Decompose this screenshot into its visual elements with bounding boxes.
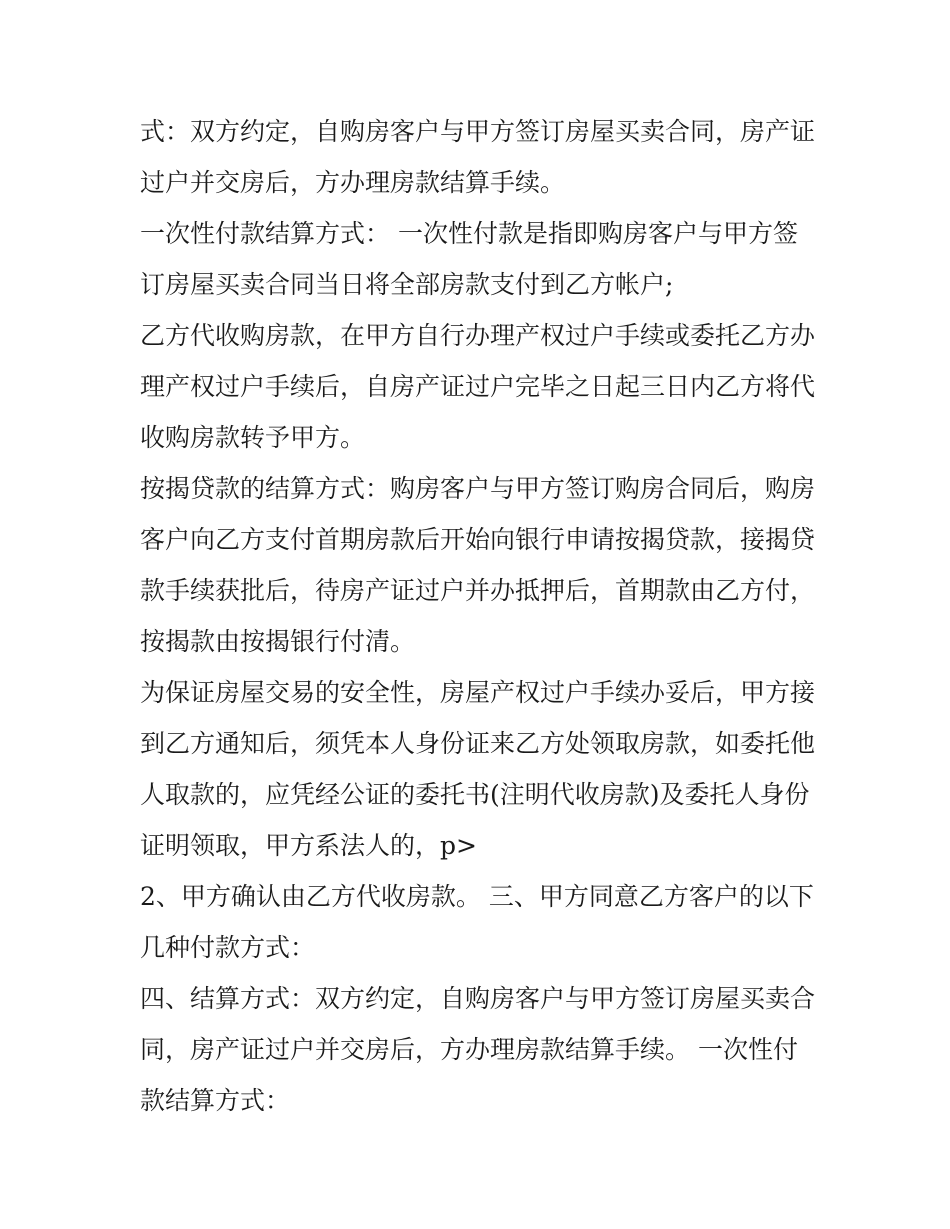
text-line: 款手续获批后，待房产证过户并办抵押后，首期款由乙方付， — [140, 576, 816, 605]
text-line: 订房屋买卖合同当日将全部房款支付到乙方帐户; — [140, 270, 674, 299]
text-line: 2、甲方确认由乙方代收房款。 三、甲方同意乙方客户的以下 — [140, 882, 814, 911]
text-line: 按揭款由按揭银行付清。 — [140, 627, 416, 656]
text-line: 客户向乙方支付首期房款后开始向银行申请按揭贷款，接揭贷 — [140, 525, 816, 554]
text-line: 式：双方约定，自购房客户与甲方签订房屋买卖合同，房产证 — [140, 117, 816, 146]
text-line: 乙方代收购房款，在甲方自行办理产权过户手续或委托乙方办 — [140, 321, 816, 350]
text-line: 过户并交房后，方办理房款结算手续。 — [140, 168, 566, 197]
text-line: 理产权过户手续后，自房产证过户完毕之日起三日内乙方将代 — [140, 372, 816, 401]
text-line: 几种付款方式： — [140, 933, 316, 962]
text-line: 为保证房屋交易的安全性，房屋产权过户手续办妥后，甲方接 — [140, 678, 816, 707]
text-line: 四、结算方式：双方约定，自购房客户与甲方签订房屋买卖合 — [140, 984, 816, 1013]
text-line: 一次性付款结算方式： 一次性付款是指即购房客户与甲方签 — [140, 219, 798, 248]
document-body — [140, 106, 820, 1126]
text-line: 款结算方式： — [140, 1086, 291, 1115]
text-line: 同，房产证过户并交房后，方办理房款结算手续。 一次性付 — [140, 1035, 798, 1064]
text-line: 按揭贷款的结算方式：购房客户与甲方签订购房合同后，购房 — [140, 474, 816, 503]
text-line: 到乙方通知后，须凭本人身份证来乙方处领取房款，如委托他 — [140, 729, 816, 758]
text-line: 人取款的，应凭经公证的委托书(注明代收房款)及委托人身份 — [140, 780, 810, 809]
text-line: 收购房款转予甲方。 — [140, 423, 366, 452]
text-line: 证明领取，甲方系法人的，p> — [140, 831, 477, 860]
